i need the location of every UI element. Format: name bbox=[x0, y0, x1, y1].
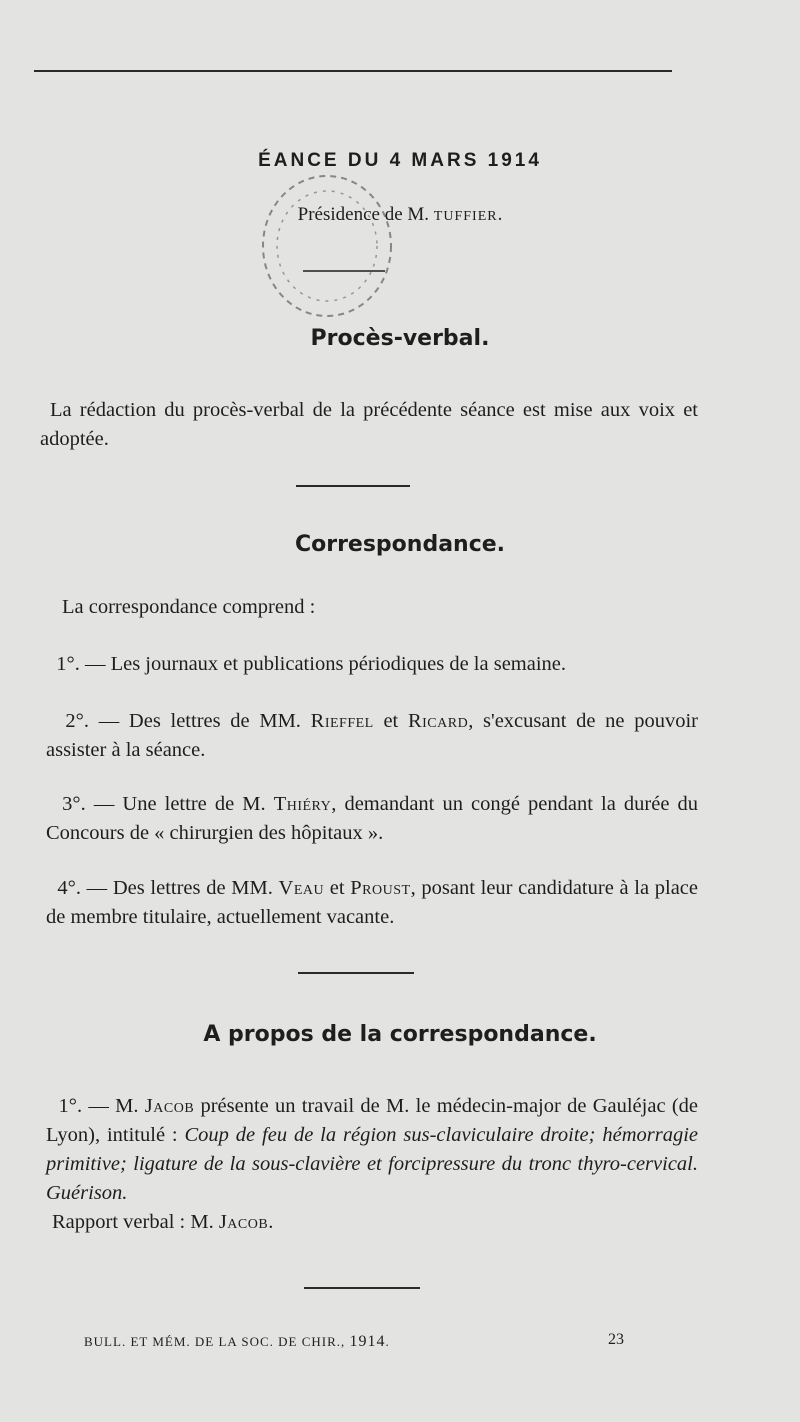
item-number: 3°. bbox=[62, 793, 86, 815]
item-text: , demandant un congé pendant la durée du Concours de « chirurgien des hôpitaux ». bbox=[46, 793, 699, 844]
president-name: TUFFIER bbox=[433, 209, 498, 224]
item-text: — Les journaux et publications périodiques de la semaine. bbox=[79, 653, 567, 675]
section-divider-2 bbox=[298, 972, 414, 974]
person-name: Jacob bbox=[144, 1095, 195, 1117]
work-title: Coup de feu de la région sus-claviculaire droite; hémorragie primitive; ligature de la sous-clavière et forcipressure du tronc thyro-cervical. Guérison. bbox=[46, 1124, 698, 1204]
item-text: présente un travail de M. le médecin-major de Gauléjac (de Lyon), intitulé : bbox=[46, 1095, 698, 1146]
presidence-prefix: Présidence de M. bbox=[297, 204, 434, 225]
item-number: 1°. bbox=[56, 653, 80, 675]
correspondance-title: Correspondance. bbox=[294, 532, 506, 557]
item-text: et bbox=[324, 877, 351, 899]
correspondance-item-2 bbox=[46, 707, 698, 765]
item-text: , posant leur candidature à la place de membre titulaire, actuellement vacante. bbox=[46, 877, 699, 928]
correspondance-item-4 bbox=[46, 874, 698, 932]
item-text: — M. bbox=[82, 1095, 145, 1117]
a-propos-item-1 bbox=[46, 1092, 698, 1208]
journal-year: 1914 bbox=[349, 1333, 386, 1350]
seance-title: ÉANCE DU 4 MARS 1914 bbox=[258, 150, 542, 171]
person-name: Thiéry bbox=[273, 793, 332, 815]
top-rule bbox=[34, 70, 672, 72]
item-text: — Une lettre de M. bbox=[85, 793, 274, 815]
correspondance-intro: La correspondance comprend : bbox=[62, 596, 316, 618]
footer-journal bbox=[84, 1333, 390, 1351]
page-number: 23 bbox=[608, 1331, 624, 1348]
person-name: Veau bbox=[278, 877, 325, 899]
item-number: 2°. bbox=[65, 710, 89, 732]
person-name: Jacob bbox=[218, 1211, 269, 1233]
item-text: — Des lettres de MM. bbox=[80, 877, 279, 899]
item-text: et bbox=[373, 710, 408, 732]
proces-verbal-title: Procès-verbal. bbox=[310, 326, 490, 351]
proces-verbal-text: La rédaction du procès-verbal de la précédente séance est mise aux voix et adoptée. bbox=[40, 399, 698, 450]
item-text: , s'excusant de ne pouvoir assister à la séance. bbox=[46, 710, 699, 761]
section-divider-3 bbox=[304, 1287, 420, 1289]
journal-year-suffix: . bbox=[385, 1334, 390, 1349]
correspondance-item-3 bbox=[46, 790, 698, 848]
person-name: Proust bbox=[350, 877, 411, 899]
library-stamp bbox=[245, 168, 415, 338]
person-name: Ricard bbox=[407, 710, 469, 732]
item-number: 4°. bbox=[57, 877, 81, 899]
section-divider-1 bbox=[296, 485, 410, 487]
presidence-line bbox=[0, 204, 800, 226]
person-name: Rieffel bbox=[310, 710, 374, 732]
rapport-verbal bbox=[52, 1208, 698, 1237]
item-text: — Des lettres de MM. bbox=[89, 710, 311, 732]
journal-reference: BULL. ET MÉM. DE LA SOC. DE CHIR., bbox=[84, 1334, 350, 1349]
rapport-prefix: Rapport verbal : M. bbox=[52, 1211, 219, 1233]
presidence-suffix: . bbox=[497, 204, 503, 225]
rapport-suffix: . bbox=[268, 1211, 274, 1233]
correspondance-item-1 bbox=[46, 650, 698, 679]
a-propos-title: A propos de la correspondance. bbox=[203, 1022, 597, 1047]
item-number: 1°. bbox=[58, 1095, 83, 1117]
